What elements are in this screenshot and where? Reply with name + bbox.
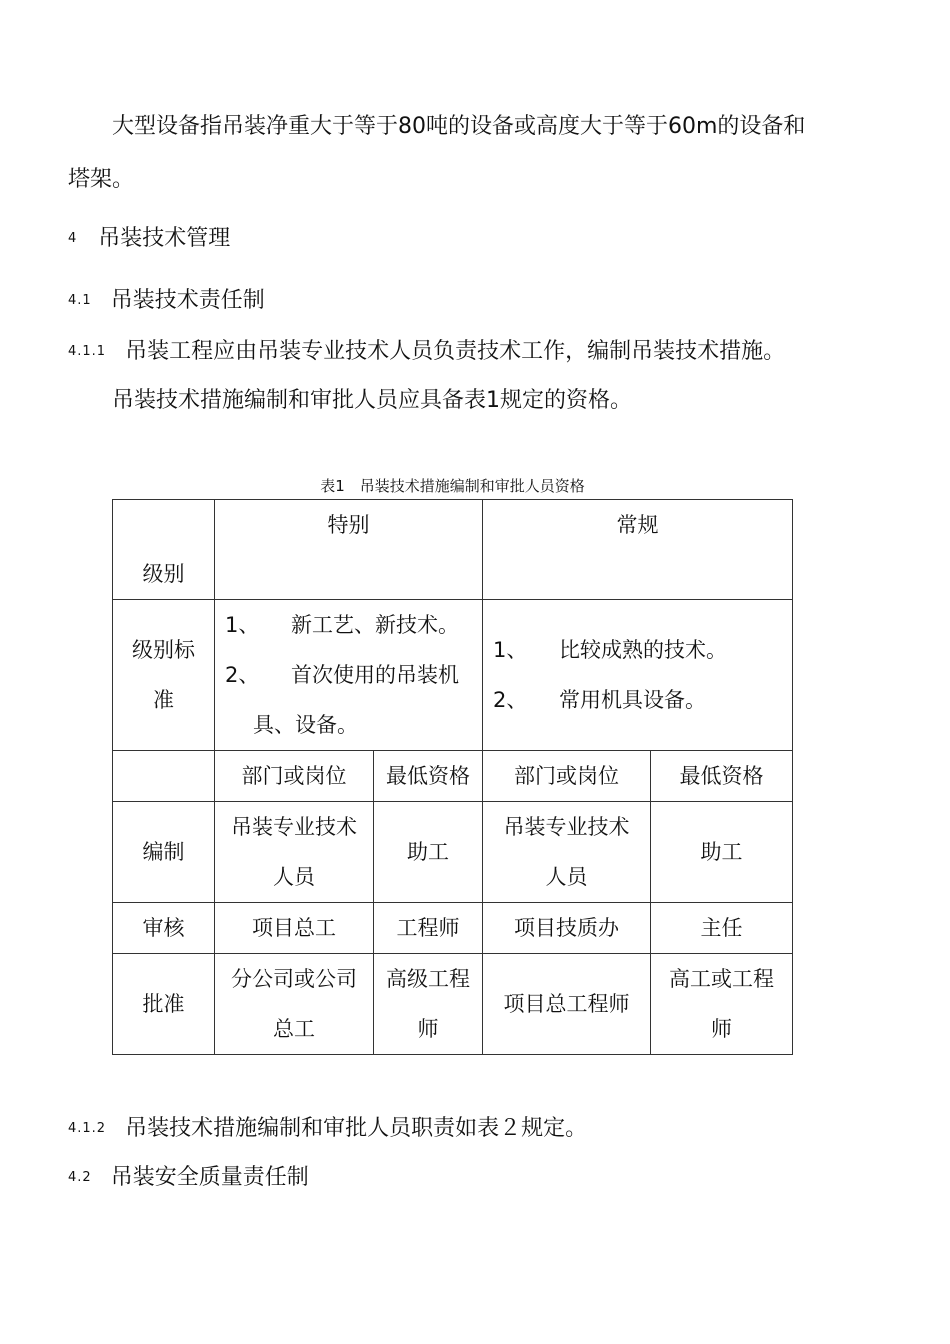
section-number: 4.2: [68, 1170, 92, 1185]
section-title: 吊装技术管理: [98, 226, 231, 251]
role-cell: 编制: [113, 802, 215, 903]
table-row: [113, 954, 793, 1055]
subheader-qual: 最低资格: [651, 751, 793, 802]
clause-text: 吊装工程应由吊装专业技术人员负责技术工作，编制吊装技术措施。: [125, 339, 786, 364]
table-row: [113, 802, 793, 903]
section-title: 吊装安全质量责任制: [110, 1165, 309, 1190]
clause-continuation: 吊装技术措施编制和审批人员应具备表1规定的资格。: [112, 388, 632, 413]
role-cell: 审核: [113, 903, 215, 954]
list-item-continuation: 具、设备。: [253, 713, 358, 737]
standard-label-line: 准: [153, 688, 174, 712]
list-item: [493, 625, 792, 675]
list-item: [225, 650, 482, 700]
qual-cell: 高工或工程师: [651, 954, 793, 1055]
list-index: 2、: [493, 688, 528, 712]
list-index: 2、: [225, 663, 260, 687]
qual-cell: 助工: [374, 802, 483, 903]
list-item: [225, 600, 482, 650]
subheader-dept: 部门或岗位: [483, 751, 651, 802]
paragraph-line: 塔架。: [68, 167, 135, 192]
section-number: 4.1: [68, 293, 92, 308]
clause: [68, 337, 785, 367]
list-text: 首次使用的吊装机: [291, 663, 459, 687]
list-index: 1、: [493, 638, 528, 662]
qual-cell: 高级工程师: [374, 954, 483, 1055]
table-header-row: [113, 500, 793, 600]
section-heading: [68, 1163, 309, 1193]
special-criteria: [215, 600, 483, 751]
section-heading: [68, 224, 230, 254]
clause: [68, 1114, 587, 1144]
paragraph-line: 大型设备指吊装净重大于等于80吨的设备或高度大于等于60m的设备和: [112, 114, 806, 139]
list-text: 比较成熟的技术。: [559, 638, 727, 662]
list-text: 常用机具设备。: [559, 688, 706, 712]
section-heading: [68, 286, 265, 316]
clause-number: 4.1.2: [68, 1121, 107, 1136]
section-number: 4: [68, 231, 78, 246]
table-caption: 表1 吊装技术措施编制和审批人员资格: [320, 477, 585, 495]
role-cell: 批准: [113, 954, 215, 1055]
list-item: [493, 675, 792, 725]
list-index: 1、: [225, 613, 260, 637]
standard-label-line: 级别标: [132, 638, 195, 662]
qual-cell: 助工: [651, 802, 793, 903]
subheader-row: [113, 751, 793, 802]
empty-cell: [113, 751, 215, 802]
dept-cell: 吊装专业技术人员: [215, 802, 374, 903]
subheader-dept: 部门或岗位: [215, 751, 374, 802]
qual-cell: 主任: [651, 903, 793, 954]
dept-cell: 项目总工程师: [483, 954, 651, 1055]
section-title: 吊装技术责任制: [110, 288, 265, 313]
qual-cell: 工程师: [374, 903, 483, 954]
clause-text: 吊装技术措施编制和审批人员职责如表２规定。: [125, 1116, 588, 1141]
qualification-table: [112, 499, 793, 1055]
standard-label: [113, 600, 215, 751]
standard-row: [113, 600, 793, 751]
dept-cell: 吊装专业技术人员: [483, 802, 651, 903]
header-special: 特别: [215, 500, 483, 600]
table-row: [113, 903, 793, 954]
header-regular: 常规: [483, 500, 793, 600]
dept-cell: 分公司或公司总工: [215, 954, 374, 1055]
dept-cell: 项目总工: [215, 903, 374, 954]
header-level: 级别: [113, 500, 215, 600]
clause-number: 4.1.1: [68, 344, 107, 359]
subheader-qual: 最低资格: [374, 751, 483, 802]
list-text: 新工艺、新技术。: [291, 613, 459, 637]
regular-criteria: [483, 600, 793, 751]
dept-cell: 项目技质办: [483, 903, 651, 954]
